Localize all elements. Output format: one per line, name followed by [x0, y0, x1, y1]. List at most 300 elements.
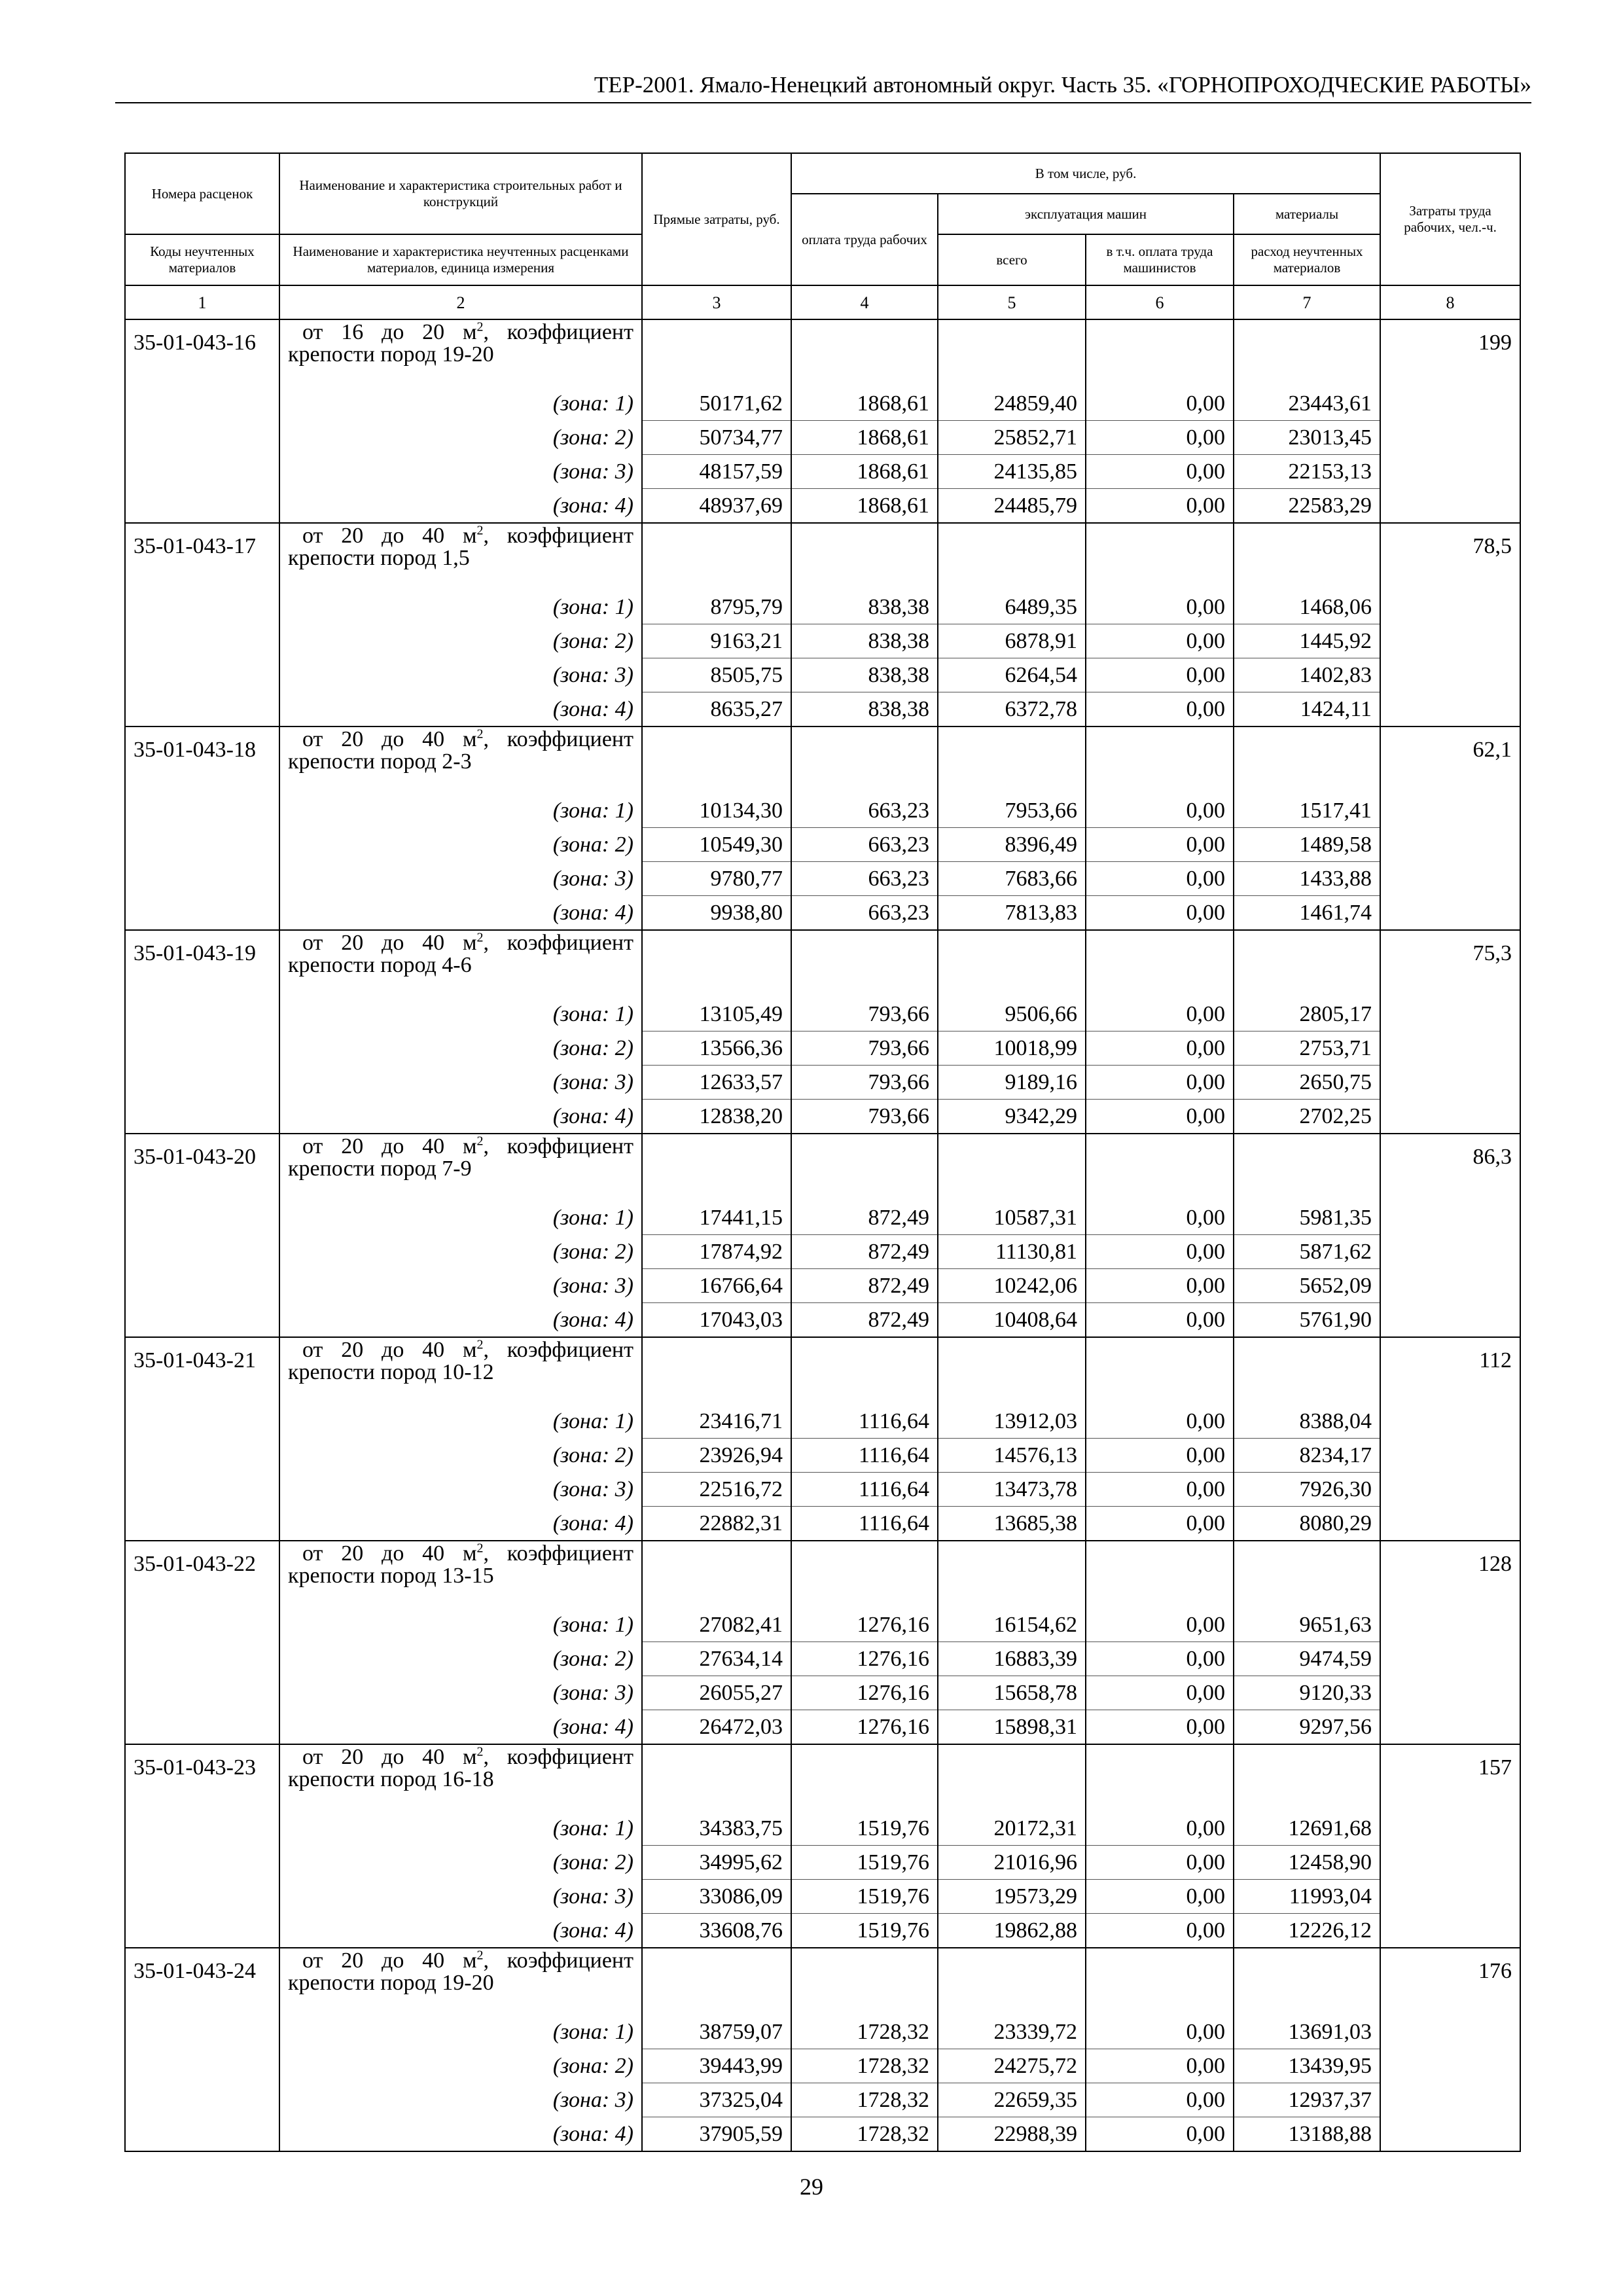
rate-code: 35-01-043-22 — [125, 1541, 279, 1608]
superscript: 2 — [476, 523, 484, 538]
zone-label: (зона: 3) — [279, 658, 642, 692]
rate-description — [279, 1541, 642, 1608]
materials-cell: 13188,88 — [1234, 2117, 1380, 2152]
machines-wages-cell: 0,00 — [1086, 387, 1234, 421]
zone-row — [125, 2049, 1520, 2083]
machines-wages-cell: 0,00 — [1086, 997, 1234, 1031]
zone-label: (зона: 2) — [279, 1031, 642, 1066]
column-number: 1 — [125, 285, 279, 319]
machines-wages-cell: 0,00 — [1086, 1031, 1234, 1066]
zone-label: (зона: 4) — [279, 1710, 642, 1745]
rate-block — [125, 1744, 1520, 1948]
column-number: 8 — [1380, 285, 1520, 319]
labor-value: 112 — [1380, 1337, 1520, 1405]
direct-costs-cell: 23926,94 — [642, 1439, 791, 1473]
zone-label: (зона: 2) — [279, 1642, 642, 1676]
wages-cell: 1116,64 — [791, 1405, 938, 1439]
zone-label: (зона: 1) — [279, 590, 642, 624]
zone-label: (зона: 4) — [279, 896, 642, 931]
zone-label: (зона: 2) — [279, 421, 642, 455]
zone-label: (зона: 4) — [279, 2117, 642, 2152]
superscript: 2 — [476, 1541, 484, 1556]
materials-cell: 12458,90 — [1234, 1846, 1380, 1880]
direct-costs-cell: 8505,75 — [642, 658, 791, 692]
direct-costs-cell: 16766,64 — [642, 1269, 791, 1303]
direct-costs-cell: 26055,27 — [642, 1676, 791, 1710]
materials-cell: 23443,61 — [1234, 387, 1380, 421]
description-line2: крепости пород 19-20 — [288, 1971, 494, 1995]
machines-total-cell: 9506,66 — [938, 997, 1086, 1031]
machines-total-cell: 22988,39 — [938, 2117, 1086, 2152]
description-line2: крепости пород 2-3 — [288, 749, 472, 774]
direct-costs-cell: 17043,03 — [642, 1303, 791, 1338]
rate-code: 35-01-043-21 — [125, 1337, 279, 1405]
superscript: 2 — [476, 1948, 484, 1963]
labor-value: 78,5 — [1380, 523, 1520, 590]
materials-cell: 9120,33 — [1234, 1676, 1380, 1710]
materials-cell: 1445,92 — [1234, 624, 1380, 658]
machines-wages-cell: 0,00 — [1086, 1235, 1234, 1269]
description-line2: крепости пород 10-12 — [288, 1360, 494, 1384]
direct-costs-cell: 39443,99 — [642, 2049, 791, 2083]
zone-row — [125, 1914, 1520, 1948]
labor-value: 62,1 — [1380, 726, 1520, 794]
header-materials: материалы — [1234, 194, 1380, 234]
zone-label: (зона: 4) — [279, 1303, 642, 1338]
wages-cell: 1728,32 — [791, 2083, 938, 2117]
zone-row — [125, 794, 1520, 828]
materials-cell: 2702,25 — [1234, 1100, 1380, 1134]
rate-code: 35-01-043-19 — [125, 930, 279, 997]
machines-wages-cell: 0,00 — [1086, 489, 1234, 524]
machines-total-cell: 14576,13 — [938, 1439, 1086, 1473]
wages-cell: 1116,64 — [791, 1473, 938, 1507]
machines-wages-cell: 0,00 — [1086, 1066, 1234, 1100]
materials-cell: 1517,41 — [1234, 794, 1380, 828]
machines-total-cell: 10587,31 — [938, 1201, 1086, 1235]
machines-total-cell: 16154,62 — [938, 1608, 1086, 1642]
rate-title-row — [125, 726, 1520, 794]
machines-wages-cell: 0,00 — [1086, 2117, 1234, 2152]
wages-cell: 1728,32 — [791, 2117, 938, 2152]
materials-cell: 11993,04 — [1234, 1880, 1380, 1914]
rate-code: 35-01-043-20 — [125, 1134, 279, 1201]
machines-total-cell: 19573,29 — [938, 1880, 1086, 1914]
description-line1-end: , коэффициент — [483, 931, 633, 955]
direct-costs-cell: 27634,14 — [642, 1642, 791, 1676]
zone-row — [125, 1846, 1520, 1880]
direct-costs-cell: 9780,77 — [642, 862, 791, 896]
direct-costs-cell: 34383,75 — [642, 1812, 791, 1846]
zone-label: (зона: 4) — [279, 1100, 642, 1134]
machines-total-cell: 10018,99 — [938, 1031, 1086, 1066]
machines-wages-cell: 0,00 — [1086, 421, 1234, 455]
description-line2: крепости пород 13-15 — [288, 1564, 494, 1588]
machines-total-cell: 13912,03 — [938, 1405, 1086, 1439]
materials-cell: 9651,63 — [1234, 1608, 1380, 1642]
materials-cell: 9297,56 — [1234, 1710, 1380, 1745]
machines-total-cell: 24485,79 — [938, 489, 1086, 524]
zone-row — [125, 2083, 1520, 2117]
machines-wages-cell: 0,00 — [1086, 896, 1234, 931]
rate-description — [279, 523, 642, 590]
rate-description — [279, 1337, 642, 1405]
rate-code: 35-01-043-16 — [125, 319, 279, 387]
direct-costs-cell: 50171,62 — [642, 387, 791, 421]
wages-cell: 1868,61 — [791, 421, 938, 455]
direct-costs-cell: 34995,62 — [642, 1846, 791, 1880]
materials-cell: 12937,37 — [1234, 2083, 1380, 2117]
direct-costs-cell: 37905,59 — [642, 2117, 791, 2152]
zone-row — [125, 1100, 1520, 1134]
direct-costs-cell: 48157,59 — [642, 455, 791, 489]
column-number: 3 — [642, 285, 791, 319]
rate-block — [125, 726, 1520, 930]
zone-label: (зона: 1) — [279, 2015, 642, 2049]
rate-title-row — [125, 1337, 1520, 1405]
materials-cell: 1489,58 — [1234, 828, 1380, 862]
machines-total-cell: 8396,49 — [938, 828, 1086, 862]
direct-costs-cell: 10549,30 — [642, 828, 791, 862]
machines-total-cell: 6264,54 — [938, 658, 1086, 692]
direct-costs-cell: 27082,41 — [642, 1608, 791, 1642]
superscript: 2 — [476, 1134, 484, 1149]
header-rate-numbers: Номера расценок — [125, 153, 279, 234]
zone-row — [125, 2117, 1520, 2152]
description-line1-end: , коэффициент — [483, 1134, 633, 1158]
materials-cell: 2650,75 — [1234, 1066, 1380, 1100]
materials-cell: 1461,74 — [1234, 896, 1380, 931]
direct-costs-cell: 12633,57 — [642, 1066, 791, 1100]
zone-row — [125, 828, 1520, 862]
rate-title-row — [125, 319, 1520, 387]
zone-label: (зона: 4) — [279, 692, 642, 727]
wages-cell: 663,23 — [791, 828, 938, 862]
machines-total-cell: 16883,39 — [938, 1642, 1086, 1676]
direct-costs-cell: 13105,49 — [642, 997, 791, 1031]
materials-cell: 13439,95 — [1234, 2049, 1380, 2083]
page-header — [115, 72, 1531, 103]
direct-costs-cell: 10134,30 — [642, 794, 791, 828]
direct-costs-cell: 37325,04 — [642, 2083, 791, 2117]
materials-cell: 9474,59 — [1234, 1642, 1380, 1676]
column-number: 2 — [279, 285, 642, 319]
description-line1: от 16 до 20 м — [302, 320, 477, 344]
zone-row — [125, 489, 1520, 524]
direct-costs-cell: 17441,15 — [642, 1201, 791, 1235]
wages-cell: 872,49 — [791, 1201, 938, 1235]
labor-value: 176 — [1380, 1948, 1520, 2015]
rate-block — [125, 930, 1520, 1134]
superscript: 2 — [476, 930, 484, 945]
zone-label: (зона: 3) — [279, 455, 642, 489]
zone-label: (зона: 2) — [279, 1439, 642, 1473]
wages-cell: 872,49 — [791, 1269, 938, 1303]
machines-total-cell: 22659,35 — [938, 2083, 1086, 2117]
direct-costs-cell: 8635,27 — [642, 692, 791, 727]
wages-cell: 1519,76 — [791, 1812, 938, 1846]
zone-label: (зона: 1) — [279, 1201, 642, 1235]
header-machines-total: всего — [938, 234, 1086, 285]
wages-cell: 1276,16 — [791, 1676, 938, 1710]
description-line1-end: , коэффициент — [483, 1338, 633, 1362]
zone-label: (зона: 2) — [279, 828, 642, 862]
header-materials-unaccounted: расход неучтенных материалов — [1234, 234, 1380, 285]
column-numbers-row — [125, 285, 1520, 319]
rate-title-row — [125, 1541, 1520, 1608]
description-line1: от 20 до 40 м — [302, 1541, 477, 1566]
machines-total-cell: 19862,88 — [938, 1914, 1086, 1948]
zone-row — [125, 1235, 1520, 1269]
materials-cell: 22153,13 — [1234, 455, 1380, 489]
rate-code: 35-01-043-18 — [125, 726, 279, 794]
zone-row — [125, 1812, 1520, 1846]
rate-description — [279, 1948, 642, 2015]
direct-costs-cell: 33086,09 — [642, 1880, 791, 1914]
materials-cell: 22583,29 — [1234, 489, 1380, 524]
machines-wages-cell: 0,00 — [1086, 1507, 1234, 1541]
zone-label: (зона: 3) — [279, 1880, 642, 1914]
materials-cell: 12691,68 — [1234, 1812, 1380, 1846]
direct-costs-cell: 17874,92 — [642, 1235, 791, 1269]
machines-wages-cell: 0,00 — [1086, 2049, 1234, 2083]
direct-costs-cell: 8795,79 — [642, 590, 791, 624]
description-line1-end: , коэффициент — [483, 1948, 633, 1973]
materials-cell: 5761,90 — [1234, 1303, 1380, 1338]
machines-wages-cell: 0,00 — [1086, 658, 1234, 692]
rate-description — [279, 726, 642, 794]
machines-total-cell: 11130,81 — [938, 1235, 1086, 1269]
description-line1: от 20 до 40 м — [302, 1134, 477, 1158]
machines-total-cell: 9342,29 — [938, 1100, 1086, 1134]
direct-costs-cell: 9163,21 — [642, 624, 791, 658]
direct-costs-cell: 33608,76 — [642, 1914, 791, 1948]
machines-total-cell: 10242,06 — [938, 1269, 1086, 1303]
machines-total-cell: 13685,38 — [938, 1507, 1086, 1541]
machines-total-cell: 24275,72 — [938, 2049, 1086, 2083]
zone-row — [125, 1405, 1520, 1439]
zone-row — [125, 1031, 1520, 1066]
wages-cell: 872,49 — [791, 1303, 938, 1338]
machines-total-cell: 25852,71 — [938, 421, 1086, 455]
materials-cell: 5871,62 — [1234, 1235, 1380, 1269]
zone-label: (зона: 1) — [279, 1405, 642, 1439]
machines-wages-cell: 0,00 — [1086, 1812, 1234, 1846]
machines-total-cell: 15898,31 — [938, 1710, 1086, 1745]
zone-label: (зона: 4) — [279, 1507, 642, 1541]
machines-total-cell: 23339,72 — [938, 2015, 1086, 2049]
zone-row — [125, 1710, 1520, 1745]
wages-cell: 793,66 — [791, 997, 938, 1031]
description-line1: от 20 до 40 м — [302, 1948, 477, 1973]
zone-row — [125, 1066, 1520, 1100]
rate-description — [279, 319, 642, 387]
wages-cell: 1276,16 — [791, 1710, 938, 1745]
machines-total-cell: 24135,85 — [938, 455, 1086, 489]
wages-cell: 838,38 — [791, 658, 938, 692]
machines-wages-cell: 0,00 — [1086, 1201, 1234, 1235]
direct-costs-cell: 22516,72 — [642, 1473, 791, 1507]
zone-row — [125, 1269, 1520, 1303]
superscript: 2 — [476, 1337, 484, 1352]
rate-code: 35-01-043-23 — [125, 1744, 279, 1812]
description-line1: от 20 до 40 м — [302, 1338, 477, 1362]
machines-wages-cell: 0,00 — [1086, 794, 1234, 828]
direct-costs-cell: 38759,07 — [642, 2015, 791, 2049]
zone-label: (зона: 2) — [279, 624, 642, 658]
materials-cell: 1402,83 — [1234, 658, 1380, 692]
machines-total-cell: 13473,78 — [938, 1473, 1086, 1507]
labor-value: 75,3 — [1380, 930, 1520, 997]
rate-description — [279, 1134, 642, 1201]
rate-description — [279, 930, 642, 997]
rate-block — [125, 523, 1520, 726]
zone-row — [125, 387, 1520, 421]
machines-total-cell: 6878,91 — [938, 624, 1086, 658]
zone-row — [125, 590, 1520, 624]
direct-costs-cell: 12838,20 — [642, 1100, 791, 1134]
wages-cell: 1276,16 — [791, 1608, 938, 1642]
machines-wages-cell: 0,00 — [1086, 1303, 1234, 1338]
zone-row — [125, 455, 1520, 489]
materials-cell: 8234,17 — [1234, 1439, 1380, 1473]
rate-title-row — [125, 930, 1520, 997]
zone-label: (зона: 1) — [279, 997, 642, 1031]
wages-cell: 838,38 — [791, 692, 938, 727]
machines-wages-cell: 0,00 — [1086, 1100, 1234, 1134]
zone-row — [125, 1608, 1520, 1642]
zone-row — [125, 862, 1520, 896]
zone-row — [125, 421, 1520, 455]
description-line1-end: , коэффициент — [483, 1541, 633, 1566]
labor-value: 157 — [1380, 1744, 1520, 1812]
machines-wages-cell: 0,00 — [1086, 862, 1234, 896]
machines-total-cell: 15658,78 — [938, 1676, 1086, 1710]
zone-row — [125, 896, 1520, 931]
header-machines: эксплуатация машин — [938, 194, 1234, 234]
wages-cell: 663,23 — [791, 794, 938, 828]
zone-label: (зона: 2) — [279, 1846, 642, 1880]
table-header — [125, 153, 1520, 319]
wages-cell: 1116,64 — [791, 1507, 938, 1541]
column-number: 6 — [1086, 285, 1234, 319]
zone-label: (зона: 1) — [279, 387, 642, 421]
materials-cell: 7926,30 — [1234, 1473, 1380, 1507]
wages-cell: 1519,76 — [791, 1914, 938, 1948]
zone-row — [125, 692, 1520, 727]
wages-cell: 663,23 — [791, 862, 938, 896]
materials-cell: 1433,88 — [1234, 862, 1380, 896]
materials-cell: 5652,09 — [1234, 1269, 1380, 1303]
column-number: 4 — [791, 285, 938, 319]
zone-label: (зона: 1) — [279, 1812, 642, 1846]
materials-cell: 8388,04 — [1234, 1405, 1380, 1439]
materials-cell: 2753,71 — [1234, 1031, 1380, 1066]
wages-cell: 1116,64 — [791, 1439, 938, 1473]
wages-cell: 793,66 — [791, 1066, 938, 1100]
zone-row — [125, 2015, 1520, 2049]
direct-costs-cell: 13566,36 — [642, 1031, 791, 1066]
machines-wages-cell: 0,00 — [1086, 1676, 1234, 1710]
zone-row — [125, 624, 1520, 658]
column-number: 7 — [1234, 285, 1380, 319]
machines-total-cell: 7813,83 — [938, 896, 1086, 931]
machines-total-cell: 20172,31 — [938, 1812, 1086, 1846]
direct-costs-cell: 50734,77 — [642, 421, 791, 455]
page-number: 29 — [800, 2174, 823, 2200]
machines-total-cell: 21016,96 — [938, 1846, 1086, 1880]
description-line2: крепости пород 4-6 — [288, 953, 472, 977]
wages-cell: 1519,76 — [791, 1846, 938, 1880]
description-line1: от 20 до 40 м — [302, 1745, 477, 1769]
machines-wages-cell: 0,00 — [1086, 1269, 1234, 1303]
description-line1-end: , коэффициент — [483, 727, 633, 751]
zone-label: (зона: 2) — [279, 2049, 642, 2083]
header-work-name: Наименование и характеристика строительных работ и конструкций — [279, 153, 642, 234]
superscript: 2 — [476, 319, 484, 334]
description-line2: крепости пород 1,5 — [288, 546, 470, 570]
description-line2: крепости пород 19-20 — [288, 342, 494, 367]
header-material-names: Наименование и характеристика неучтенных расценками материалов, единица измерения — [279, 234, 642, 285]
zone-row — [125, 658, 1520, 692]
materials-cell: 12226,12 — [1234, 1914, 1380, 1948]
page-header-title: ТЕР-2001. Ямало-Ненецкий автономный округ. Часть 35. «ГОРНОПРОХОДЧЕСКИЕ РАБОТЫ» — [594, 72, 1531, 98]
machines-wages-cell: 0,00 — [1086, 624, 1234, 658]
rate-block — [125, 1134, 1520, 1337]
machines-wages-cell: 0,00 — [1086, 692, 1234, 727]
machines-total-cell: 6489,35 — [938, 590, 1086, 624]
machines-total-cell: 10408,64 — [938, 1303, 1086, 1338]
description-line1: от 20 до 40 м — [302, 524, 477, 548]
description-line2: крепости пород 7-9 — [288, 1157, 472, 1181]
machines-wages-cell: 0,00 — [1086, 1608, 1234, 1642]
zone-row — [125, 1676, 1520, 1710]
zone-label: (зона: 3) — [279, 2083, 642, 2117]
header-labor: Затраты труда рабочих, чел.-ч. — [1380, 153, 1520, 285]
wages-cell: 838,38 — [791, 590, 938, 624]
zone-row — [125, 1507, 1520, 1541]
materials-cell: 1424,11 — [1234, 692, 1380, 727]
machines-wages-cell: 0,00 — [1086, 1642, 1234, 1676]
zone-label: (зона: 3) — [279, 1676, 642, 1710]
superscript: 2 — [476, 1744, 484, 1759]
wages-cell: 1728,32 — [791, 2015, 938, 2049]
machines-wages-cell: 0,00 — [1086, 2083, 1234, 2117]
rate-code: 35-01-043-17 — [125, 523, 279, 590]
header-wages: оплата труда рабочих — [791, 194, 938, 285]
price-table — [124, 152, 1521, 2152]
zone-label: (зона: 3) — [279, 1473, 642, 1507]
rate-title-row — [125, 523, 1520, 590]
materials-cell: 2805,17 — [1234, 997, 1380, 1031]
machines-total-cell: 7683,66 — [938, 862, 1086, 896]
description-line1-end: , коэффициент — [483, 1745, 633, 1769]
zone-label: (зона: 1) — [279, 794, 642, 828]
materials-cell: 23013,45 — [1234, 421, 1380, 455]
machines-total-cell: 9189,16 — [938, 1066, 1086, 1100]
machines-wages-cell: 0,00 — [1086, 1439, 1234, 1473]
labor-value: 86,3 — [1380, 1134, 1520, 1201]
wages-cell: 1868,61 — [791, 489, 938, 524]
wages-cell: 838,38 — [791, 624, 938, 658]
zone-label: (зона: 2) — [279, 1235, 642, 1269]
description-line1: от 20 до 40 м — [302, 931, 477, 955]
rate-block — [125, 1948, 1520, 2151]
wages-cell: 1519,76 — [791, 1880, 938, 1914]
description-line1-end: , коэффициент — [483, 320, 633, 344]
superscript: 2 — [476, 726, 484, 742]
column-number: 5 — [938, 285, 1086, 319]
